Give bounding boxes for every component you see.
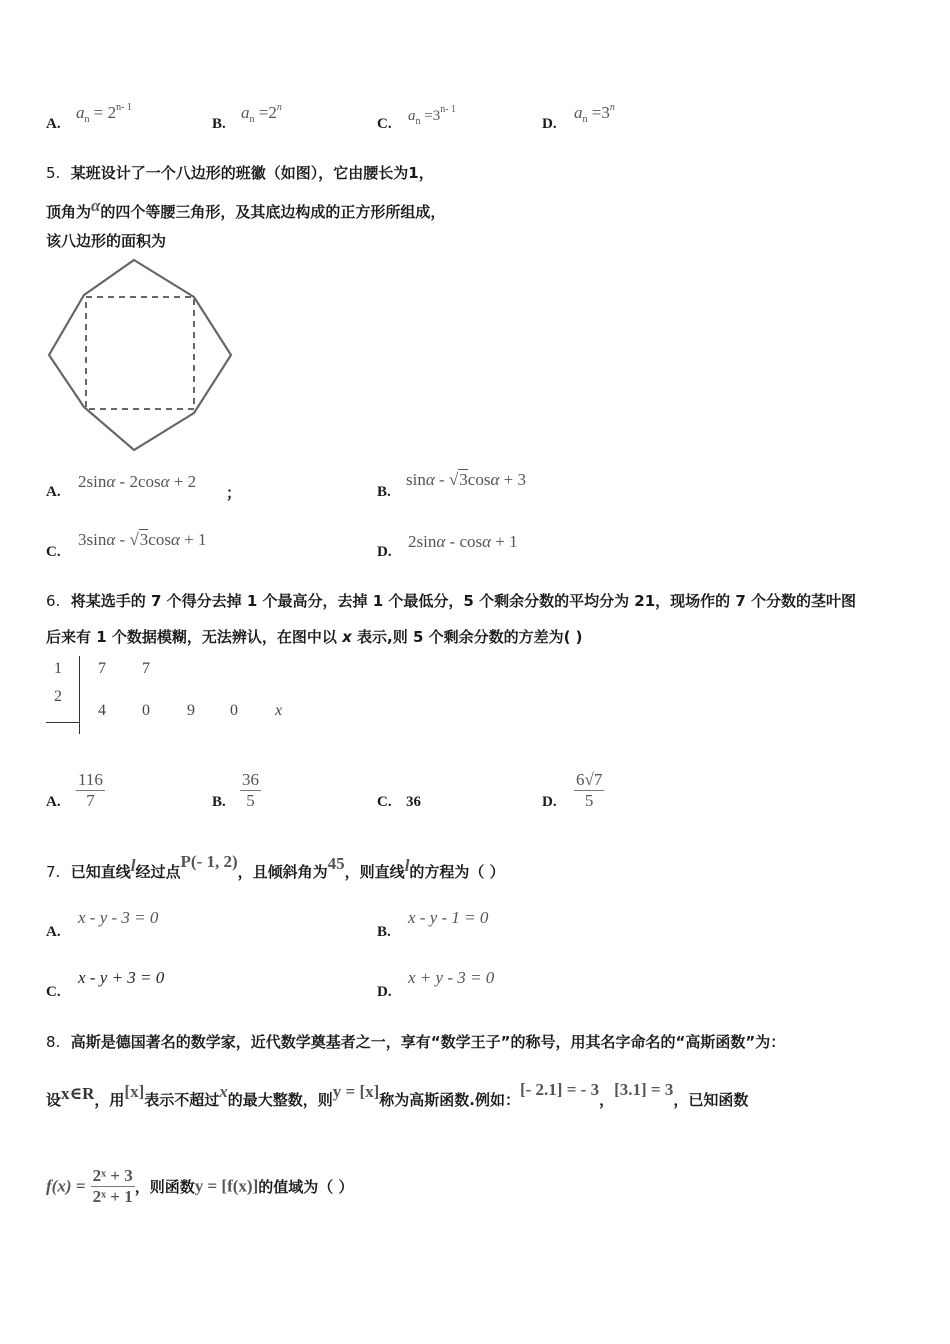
q6-line2-pre: 后来有 1 个数据模糊，无法辨认，在图中以	[46, 628, 343, 646]
q7-option-a-label: A.	[46, 924, 61, 940]
q7-option-d-expr: x + y - 3 = 0	[408, 968, 495, 987]
q7-option-c-expr: x - y + 3 = 0	[78, 968, 165, 987]
q6-d-num: 6√7	[576, 770, 603, 789]
leaf-2-1: 4	[98, 702, 106, 719]
q7-options-row1	[0, 906, 950, 946]
leaf-1-1: 7	[98, 660, 106, 677]
q7-option-b-label: B.	[377, 924, 391, 940]
q5-option-a-label: A.	[46, 484, 61, 500]
q8-t-then: ，则函数	[134, 1178, 195, 1196]
q7-t4: ，则直线	[344, 863, 405, 881]
stem-leaf-plot	[44, 656, 304, 738]
q4-option-a-expr: $a_n = 2^{n- 1}$	[76, 102, 132, 125]
q8-t-comma: ，	[599, 1091, 615, 1109]
q4-option-a-label: A.	[46, 116, 61, 132]
q4-options	[0, 98, 950, 138]
q8-number: 8.	[46, 1033, 61, 1051]
q5-options-row1	[0, 470, 950, 510]
q7-t2: 经过点	[135, 863, 181, 881]
q5-option-b-expr: sinα - √3cosα + 3	[406, 470, 526, 489]
q7-t5: 的方程为（ ）	[409, 863, 505, 881]
q5-option-b-label: B.	[377, 484, 391, 500]
q8-line2	[46, 1080, 748, 1114]
q8-t-max: 的最大整数，则	[227, 1091, 333, 1109]
q6-options	[0, 770, 950, 824]
q5-line1	[46, 162, 434, 183]
q6-option-c-value: 36	[406, 794, 421, 810]
q7-option-d-label: D.	[377, 984, 392, 1000]
q6-line1	[46, 590, 856, 611]
q6-d-den: 5	[584, 791, 594, 810]
octagon-outline	[49, 260, 231, 450]
q6-option-b-label: B.	[212, 794, 226, 810]
stem-divider	[79, 656, 80, 734]
q8-example-2: [3.1] = 3	[614, 1080, 674, 1099]
q4-option-b-expr: $a_n =2^n$	[241, 102, 282, 125]
q7-number: 7.	[46, 863, 61, 881]
q5-line3: 该八边形的面积为	[46, 232, 167, 250]
q6-option-d-label: D.	[542, 794, 557, 810]
q6-option-d-frac	[574, 770, 604, 811]
q6-number: 6.	[46, 592, 61, 610]
q8-t-use: ，用	[94, 1091, 125, 1109]
q6-a-den: 7	[86, 791, 95, 810]
q6-var-x: x	[342, 628, 352, 646]
q5-options-row2	[0, 530, 950, 570]
q7-options-row2	[0, 966, 950, 1006]
q8-line3	[46, 1166, 353, 1216]
q5-line1-text: 某班设计了一个八边形的班徽（如图），它由腰长为1，	[70, 164, 434, 182]
q6-option-c-label: C.	[377, 794, 392, 810]
inner-square-dashed	[86, 297, 194, 409]
leaf-2-2: 0	[142, 702, 150, 719]
q8-xR: x∈R	[61, 1084, 95, 1103]
q8-t-call: 称为高斯函数.例如：	[379, 1091, 520, 1109]
q8-t-rep: 表示不超过	[144, 1091, 220, 1109]
stem-2: 2	[54, 688, 62, 705]
q6-b-num: 36	[242, 770, 259, 789]
q5-option-d-label: D.	[377, 544, 392, 560]
stem-1: 1	[54, 660, 62, 677]
q6-option-b-frac	[240, 770, 261, 811]
q8-gauss-def: y = [x]	[332, 1082, 380, 1101]
q4-option-d-label: D.	[542, 116, 557, 132]
q5-option-a-expr: 2sinα - 2cosα + 2	[78, 472, 197, 491]
q5-line2	[46, 196, 445, 222]
leaf-2-4: 0	[230, 702, 238, 719]
leaf-1-2: 7	[142, 660, 150, 677]
q8-x: x	[219, 1082, 228, 1101]
leaf-2-3: 9	[187, 702, 195, 719]
q4-option-b-label: B.	[212, 116, 226, 132]
q4-option-c-expr: $a_n =3^{n- 1}$	[408, 104, 457, 127]
q8-t-range: 的值域为（ ）	[258, 1178, 354, 1196]
q5-line2-post: 的四个等腰三角形，及其底边构成的正方形所组成，	[100, 203, 446, 221]
q7-line-l-1: l	[130, 856, 136, 875]
q7-t1: 已知直线	[70, 863, 131, 881]
q5-number: 5.	[46, 164, 61, 182]
q8-composite: y = [f(x)]	[194, 1176, 259, 1196]
q6-option-a-frac	[76, 770, 105, 811]
q5-alpha: α	[91, 196, 101, 215]
q5-option-c-expr: 3sinα - √3cosα + 1	[78, 530, 207, 549]
q6-line2-post: 表示,则 5 个剩余分数的方差为( )	[351, 628, 583, 646]
q5-line2-pre: 顶角为	[46, 203, 92, 221]
q8-line1-text: 高斯是德国著名的数学家，近代数学奠基者之一，享有“数学王子”的称号，用其名字命名的“高斯函数”为：	[70, 1033, 786, 1051]
q6-line2	[46, 626, 583, 647]
q8-f-lhs: f(x) =	[46, 1176, 86, 1196]
q6-option-a-label: A.	[46, 794, 61, 810]
q8-line1	[46, 1031, 785, 1052]
q7-stem	[46, 852, 505, 882]
q7-option-a-expr: x - y - 3 = 0	[78, 908, 159, 927]
q4-option-d-expr: $a_n =3^n$	[574, 102, 615, 125]
q7-angle: 45	[327, 854, 345, 873]
q8-bracket-x: [x]	[124, 1082, 145, 1101]
leaf-2-x: x	[275, 702, 283, 719]
q5-option-a-tail: ；	[226, 486, 242, 502]
q7-option-b-expr: x - y - 1 = 0	[408, 908, 489, 927]
q7-point: P(- 1, 2)	[180, 852, 238, 871]
q8-example-1: [- 2.1] = - 3	[519, 1080, 600, 1099]
q5-option-d-expr: 2sinα - cosα + 1	[408, 532, 518, 551]
q6-line1-text: 将某选手的 7 个得分去掉 1 个最高分，去掉 1 个最低分，5 个剩余分数的平均分为 21，现场作的 7 个分数的茎叶图	[70, 592, 857, 610]
q5-option-c-label: C.	[46, 544, 61, 560]
q7-option-c-label: C.	[46, 984, 61, 1000]
q4-option-c-label: C.	[377, 116, 392, 132]
q8-f-den: 2ˣ + 1	[92, 1187, 133, 1206]
q8-t-set: 设	[46, 1091, 62, 1109]
q7-line-l-2: l	[404, 856, 410, 875]
octagon-badge-figure	[44, 255, 239, 455]
q8-t-known: ，已知函数	[673, 1091, 749, 1109]
q7-t3: ，且倾斜角为	[237, 863, 328, 881]
q6-b-den: 5	[246, 791, 255, 810]
q8-f-frac	[91, 1166, 135, 1207]
q6-a-num: 116	[78, 770, 103, 789]
q8-f-num: 2ˣ + 3	[92, 1166, 133, 1185]
stem-underline	[46, 722, 79, 723]
